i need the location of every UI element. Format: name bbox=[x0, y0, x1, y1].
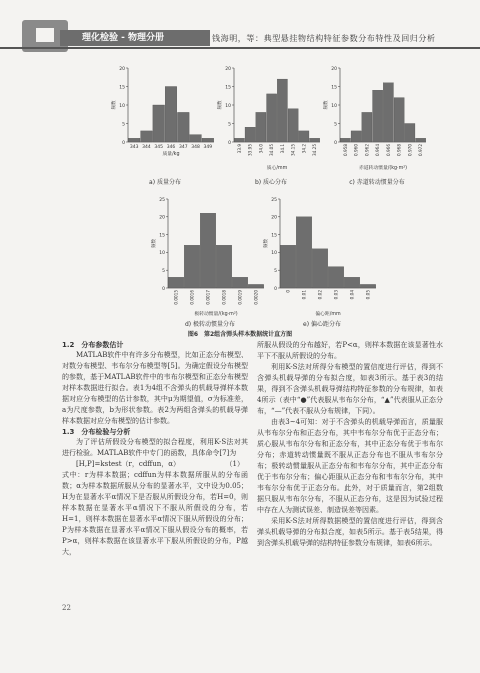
equation-1 bbox=[62, 459, 248, 470]
histogram-bar bbox=[360, 284, 375, 288]
x-tick-label: 0.972 bbox=[418, 144, 424, 156]
header-rule bbox=[0, 47, 480, 49]
histogram-bar bbox=[394, 98, 404, 142]
histogram-bar bbox=[351, 131, 361, 142]
figure-caption: 图6 第2组含弹头样本数据统计直方图 bbox=[187, 331, 293, 338]
y-tick-label: 10 bbox=[225, 103, 231, 109]
histogram-bar bbox=[216, 245, 231, 288]
paragraph: MATLAB软件中有许多分布模型，比如正态分布模型、对数分布模型、韦布尔分布模型等[5]。为确定假设分布模型的参数，基于MATLAB软件中的韦布尔模型和正态分布模型对样本数据进行拟合。表1为4组不含弹头的机载导弹样本数据对应分布模型的估计参数，其中μ为期望值，σ为标准差，a为尺度参数，b为形状参数。表2为两组含弹头的机载导弹样本数据对应分布模型的估计参数。 bbox=[62, 351, 248, 425]
y-tick-label: 10 bbox=[331, 103, 337, 109]
y-tick-label: 0 bbox=[334, 140, 337, 146]
x-tick-label: 0 bbox=[285, 290, 291, 293]
histogram-bar bbox=[234, 138, 244, 142]
histogram-bar bbox=[299, 131, 309, 142]
y-tick-label: 10 bbox=[159, 251, 165, 257]
x-tick-label: 0.960 bbox=[353, 144, 359, 156]
histogram-bar bbox=[168, 277, 183, 288]
histogram-bar bbox=[383, 83, 393, 142]
y-tick-label: 5 bbox=[274, 269, 277, 274]
equation-number: （1） bbox=[225, 460, 244, 468]
journal-logo: 理化检验 - 物理分册 bbox=[60, 30, 210, 46]
y-tick-label: 5 bbox=[334, 122, 337, 128]
panel-caption-e: e) 偏心距分布 bbox=[303, 321, 341, 328]
x-tick-label: 0.0017 bbox=[205, 290, 211, 305]
x-axis-label: 质量/kg bbox=[162, 152, 180, 157]
y-tick-label: 25 bbox=[271, 197, 277, 203]
x-axis-label: 极转动惯量/(kg·m²) bbox=[194, 312, 238, 317]
panel-caption-c: c) 赤道转动惯量分布 bbox=[349, 179, 405, 186]
x-tick-label: 33.95 bbox=[247, 144, 253, 156]
histogram-bar bbox=[165, 87, 177, 143]
x-tick-label: 0.968 bbox=[396, 144, 402, 156]
histogram-bar bbox=[362, 112, 372, 142]
x-tick-label: 34.1 bbox=[279, 144, 285, 154]
x-tick-label: 34.25 bbox=[312, 144, 318, 156]
y-tick-label: 0 bbox=[228, 140, 231, 146]
left-column bbox=[62, 340, 248, 558]
y-tick-label: 10 bbox=[271, 251, 277, 257]
histogram-bar bbox=[277, 79, 287, 142]
panel-caption-b: b) 质心分布 bbox=[254, 179, 288, 186]
x-axis-label: 偏心距/mm bbox=[315, 312, 341, 317]
y-tick-label: 5 bbox=[122, 122, 125, 128]
y-tick-label: 15 bbox=[271, 233, 277, 239]
histogram-bar bbox=[340, 138, 350, 142]
y-tick-label: 20 bbox=[159, 215, 165, 221]
equation-text: [H,P]=kstest（r，cdffun，α） bbox=[76, 460, 181, 468]
x-tick-label: 0.0019 bbox=[237, 290, 243, 305]
y-axis-label: 频数 bbox=[218, 100, 223, 110]
histogram-bar bbox=[184, 245, 199, 288]
histogram-bar bbox=[256, 112, 266, 142]
y-tick-label: 10 bbox=[119, 103, 125, 109]
histogram-bar bbox=[267, 94, 277, 142]
section-heading: 1.2 分布参数估计 bbox=[62, 341, 124, 349]
histogram-bar bbox=[373, 90, 383, 142]
histogram-e bbox=[262, 193, 382, 318]
y-tick-label: 25 bbox=[159, 197, 165, 203]
paragraph: 所服从假设的分布越好，若P<α，则样本数据在该显著性水平下不服从所假设的分布。 bbox=[257, 341, 443, 360]
x-tick-label: 0.962 bbox=[364, 144, 370, 156]
histogram-bar bbox=[128, 138, 140, 142]
x-tick-label: 348 bbox=[191, 145, 200, 150]
histogram-c bbox=[322, 62, 432, 172]
histogram-b bbox=[216, 62, 326, 172]
x-tick-label: 34.15 bbox=[290, 144, 296, 156]
y-tick-label: 0 bbox=[274, 286, 277, 292]
x-axis-label: 质心/mm bbox=[266, 166, 288, 171]
x-tick-label: 345 bbox=[154, 145, 164, 150]
x-axis-label: 赤道转动惯量/(kg·m²) bbox=[358, 166, 408, 171]
histogram-bar bbox=[405, 124, 415, 143]
x-tick-label: 33.9 bbox=[236, 144, 242, 154]
histogram-bar bbox=[288, 109, 298, 142]
histogram-bar bbox=[200, 213, 215, 288]
y-tick-label: 20 bbox=[225, 66, 231, 72]
x-tick-label: 0.964 bbox=[375, 144, 381, 156]
x-tick-label: 34.0 bbox=[258, 144, 264, 154]
x-tick-label: 0.04 bbox=[349, 290, 355, 300]
x-tick-label: 0.05 bbox=[365, 290, 371, 300]
x-tick-label: 34.2 bbox=[301, 144, 307, 154]
x-tick-label: 344 bbox=[142, 145, 151, 150]
section-heading: 1.3 分布检验与分析 bbox=[62, 428, 131, 436]
histogram-bar bbox=[416, 138, 426, 142]
x-tick-label: 34.05 bbox=[269, 144, 275, 156]
paragraph: 采用K-S法对所得数据模型的置信度进行评估，得到含弹头机载导弹的分布拟合度，如表5所示。基于表5结果，得到含弹头机载导弹的结构特征参数分布规律，如表6所示。 bbox=[257, 517, 443, 547]
y-tick-label: 20 bbox=[271, 215, 277, 221]
x-tick-label: 0.0015 bbox=[173, 290, 179, 305]
y-tick-label: 20 bbox=[119, 66, 125, 72]
histogram-bar bbox=[232, 277, 247, 288]
paragraph: 为了评估所假设分布模型的拟合程度，利用K-S法对其进行检验。MATLAB软件中专门的函数，具体命令[7]为 bbox=[62, 438, 248, 457]
y-tick-label: 15 bbox=[225, 85, 231, 91]
histogram-d bbox=[150, 193, 270, 318]
y-axis-label: 频数 bbox=[324, 100, 329, 110]
histogram-bar bbox=[296, 217, 311, 288]
x-tick-label: 0.970 bbox=[407, 144, 413, 156]
histogram-bar bbox=[328, 267, 343, 288]
x-tick-label: 0.01 bbox=[301, 290, 307, 300]
y-tick-label: 15 bbox=[331, 85, 337, 91]
paragraph: 由表3~4可知：对于不含弹头的机载导弹而言，质量服从韦布尔分布和正态分布，其中韦布尔分布优于正态分布；质心服从韦布尔分布和正态分布，其中正态分布优于韦布尔分布；赤道转动惯量既不服从正态分布也不服从韦布尔分布；极转动惯量服从正态分布和韦布尔分布，其中正态分布优于韦布尔分布；偏心距服从正态分布和韦布尔分布，其中韦布尔分布优于正态分布。此外，对于质量而言，第2组数据只服从韦布尔分布，不服从正态分布，这是因为试验过程中存在人为测试误差、制造误差等因素。 bbox=[257, 418, 443, 514]
running-title: 钱海明，等：典型悬挂物结构特征参数分布特性及回归分析 bbox=[212, 34, 436, 43]
y-tick-label: 5 bbox=[162, 269, 165, 274]
x-tick-label: 0.0020 bbox=[253, 290, 259, 305]
x-tick-label: 0.958 bbox=[342, 144, 348, 156]
panel-caption-d: d) 极转动惯量分布 bbox=[184, 321, 236, 328]
paragraph: 利用K-S法对所得分布模型的置信度进行评估，得到不含弹头机载导弹的分布拟合度，如表3所示。基于表3的结果，得到不含弹头机载导弹结构特征参数的分布规律，如表4所示（表中“●”代表服从韦布尔分布，“▲”代表服从正态分布，“—”代表不服从分布规律，下同）。 bbox=[257, 363, 443, 415]
histogram-bar bbox=[177, 112, 189, 142]
histogram-bar bbox=[310, 138, 320, 142]
histogram-bar bbox=[141, 131, 153, 142]
x-tick-label: 0.0018 bbox=[221, 290, 227, 305]
x-tick-label: 0.0016 bbox=[189, 290, 195, 305]
x-tick-label: 0.03 bbox=[333, 290, 339, 300]
page-number: 22 bbox=[62, 604, 71, 612]
y-tick-label: 15 bbox=[119, 85, 125, 91]
histogram-bar bbox=[245, 127, 255, 142]
histogram-bar bbox=[280, 245, 295, 288]
y-axis-label: 频数 bbox=[152, 239, 157, 248]
x-tick-label: 346 bbox=[166, 145, 176, 150]
histogram-bar bbox=[202, 138, 214, 142]
x-tick-label: 347 bbox=[178, 145, 188, 150]
y-tick-label: 15 bbox=[159, 233, 165, 239]
x-tick-label: 349 bbox=[203, 145, 213, 150]
y-axis-label: 频数 bbox=[264, 239, 269, 248]
histogram-bar bbox=[153, 105, 165, 142]
x-tick-label: 0.966 bbox=[385, 144, 391, 156]
y-tick-label: 5 bbox=[228, 122, 231, 128]
histogram-a bbox=[110, 62, 220, 172]
y-tick-label: 20 bbox=[331, 66, 337, 72]
panel-caption-a: a) 质量分布 bbox=[149, 179, 181, 186]
histogram-bar bbox=[190, 135, 202, 142]
x-tick-label: 0.02 bbox=[317, 290, 323, 300]
histogram-bar bbox=[344, 277, 359, 288]
y-tick-label: 0 bbox=[162, 286, 165, 292]
right-column bbox=[257, 340, 443, 549]
paragraph: 式中：r为样本数据；cdffun为样本数据所服从的分布函数；α为样本数据所服从分布的显著水平，文中设为0.05；H为在显著水平α情况下是否服从所假设分布，若H=0，则样本数据在显著水平α情况下不服从所假设的分布，若H=1，则样本数据在显著水平α情况下服从所假设的分布；P为样本数据在显著水平α情况下服从假设分布的概率，若P>α，则样本数据在该显著水平下服从所假设的分布，P越大， bbox=[62, 471, 248, 556]
y-axis-label: 频数 bbox=[112, 100, 117, 110]
x-tick-label: 343 bbox=[129, 145, 139, 150]
histogram-bar bbox=[312, 249, 327, 288]
y-tick-label: 0 bbox=[122, 140, 125, 146]
